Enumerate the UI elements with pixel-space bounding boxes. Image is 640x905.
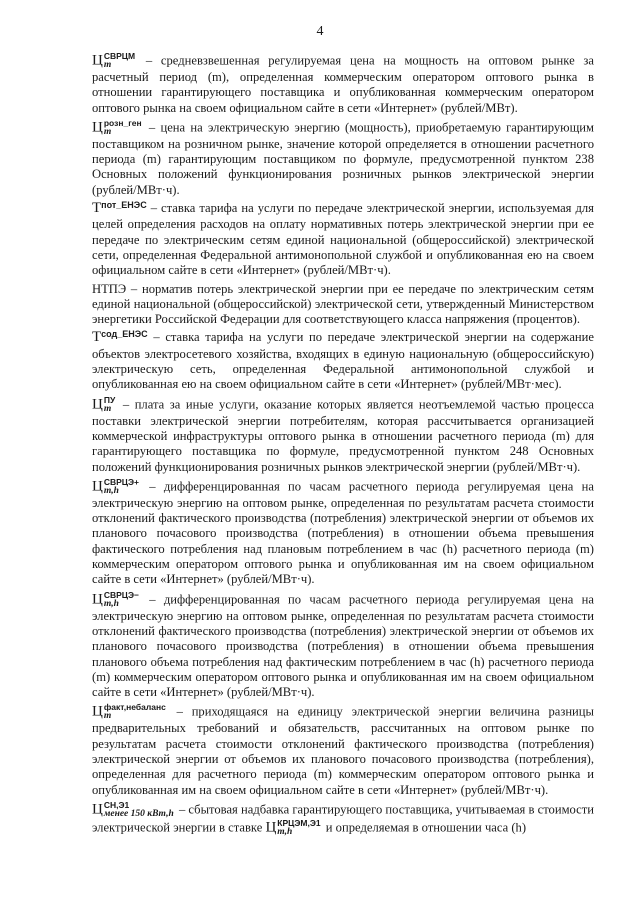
definition-paragraph: Ц факт,небаланс m – приходящаяся на единицу электрической энергии величина разницы предварительных требований и обязательств, рассчитанных на оптовом рынке по результатам расчета стоимости отклонений фактического производства (потребления) электрической энергии от объемов их планового почасового производства (потребления), определенная для расчетного периода (m) коммерческим оператором оптового рынка и опубликованная им на своем официальном сайте в сети «Интернет» (рублей/МВт·ч).: [92, 702, 594, 797]
definition-paragraph: Ц СВРЦМ m – средневзвешенная регулируемая цена на мощность на оптовом рынке за расчетный период (m), определенная коммерческим оператором оптового рынка в отношении гарантирующего поставщика и опубликованная коммерческим оператором оптового рынка на своем официальном сайте в сети «Интернет» (рублей/МВт).: [92, 51, 594, 115]
formula-symbol: Ц СВРЦЭ− m,h: [92, 589, 140, 609]
formula-symbol: Ц ПУ m: [92, 394, 116, 414]
definition-paragraph: $Т^{сод\_ЕНЭС}$ – ставка тарифа на услуги по передаче электрической энергии на содержание объектов электросетевого хозяйства, входящих в единую национальную (общероссийскую) электрическую сеть, определенная Федеральной антимонопольной службой и опубликованная ею на своем официальном сайте в сети «Интернет» (рублей/МВт·мес).: [92, 329, 595, 392]
definition-paragraph: Ц СВРЦЭ− m,h – дифференцированная по часам расчетного периода регулируемая цена на электрическую энергию на оптовом рынке, определенная по результатам расчета стоимости отклонений фактического производства (потребления) электрической энергии от объемов их планового почасового производства (потребления) в отношении объема превышения планового объема потребления над фактическим потреблением в час (h) расчетного периода (m) коммерческим оператором оптового рынка и опубликованная им на своем официальном сайте в сети «Интернет» (рублей/МВт·ч).: [92, 589, 595, 700]
definition-paragraph: Ц СН,Э1 менее 150 кВт,h – сбытовая надбавка гарантирующего поставщика, учитываемая в стоимости электрической энергии в ставке Ц КРЦЭМ,Э1 m,h и определяемая в отношении часа (h): [92, 799, 594, 837]
definition-paragraph: Ц СВРЦЭ+ m,h – дифференцированная по часам расчетного периода регулируемая цена на электрическую энергию на оптовом рынке, определенная по результатам расчета стоимости отклонений фактического производства (потребления) электрической энергии от объемов их планового почасового производства (потребления) в отношении объема превышения фактического потребления над плановым потреблением в час (h) расчетного периода (m) коммерческим оператором оптового рынка и опубликованная им на своем официальном сайте в сети «Интернет» (рублей/МВт·ч).: [92, 476, 595, 587]
definition-paragraph: $Т^{пот\_ЕНЭС}$ – ставка тарифа на услуги по передаче электрической энергии, используемая для целей определения расходов на оплату нормативных потерь электрической энергии при ее передаче по электрическим сетям единой национальной (общероссийской) электрической сети, определенная Федеральной антимонопольной службой и опубликованная ею на своем официальном сайте в сети «Интернет» (рублей/МВт·ч).: [92, 200, 594, 278]
definition-paragraph: Ц розн_ген m – цена на электрическую энергию (мощность), приобретаемую гарантирующим поставщиком на розничном рынке, значение которой определяется в отношении расчетного периода (m) гарантирующим поставщиком по формуле, предусмотренной пунктом 238 Основных положений функционирования розничных рынков электрической энергии (рублей/МВт·ч).: [92, 117, 594, 197]
formula-symbol: Ц СВРЦЭ+ m,h: [92, 476, 140, 496]
document-body: [92, 52, 594, 840]
formula-symbol: Т: [92, 329, 102, 346]
definition-paragraph: НТПЭ – норматив потерь электрической энергии при ее передаче по электрическим сетям единой национальной (общероссийской) электрической сети, утвержденный Министерством энергетики Российской Федерации для соответствующего класса напряжения (процентов).: [92, 281, 594, 327]
inline-formula-symbol: Ц КРЦЭМ,Э1 m,h: [265, 817, 321, 837]
definition-paragraph: Ц ПУ m – плата за иные услуги, оказание которых является неотъемлемой частью процесса поставки электрической энергии потребителям, которая рассчитывается организацией коммерческой инфраструктуры оптового рынка в отношении расчетного периода (m) для гарантирующего поставщика по формуле, предусмотренной пунктом 248 Основных положений функционирования розничных рынков электрической энергии (рублей/МВт·ч).: [92, 394, 594, 474]
formula-symbol: Т: [92, 200, 102, 217]
formula-symbol: Ц СВРЦМ m: [92, 51, 136, 70]
formula-symbol: Ц розн_ген m: [92, 117, 142, 137]
page-number: 4: [316, 24, 324, 39]
formula-symbol: Ц СН,Э1 менее 150 кВт,h: [92, 799, 174, 819]
formula-symbol: Ц факт,небаланс m: [92, 702, 166, 722]
